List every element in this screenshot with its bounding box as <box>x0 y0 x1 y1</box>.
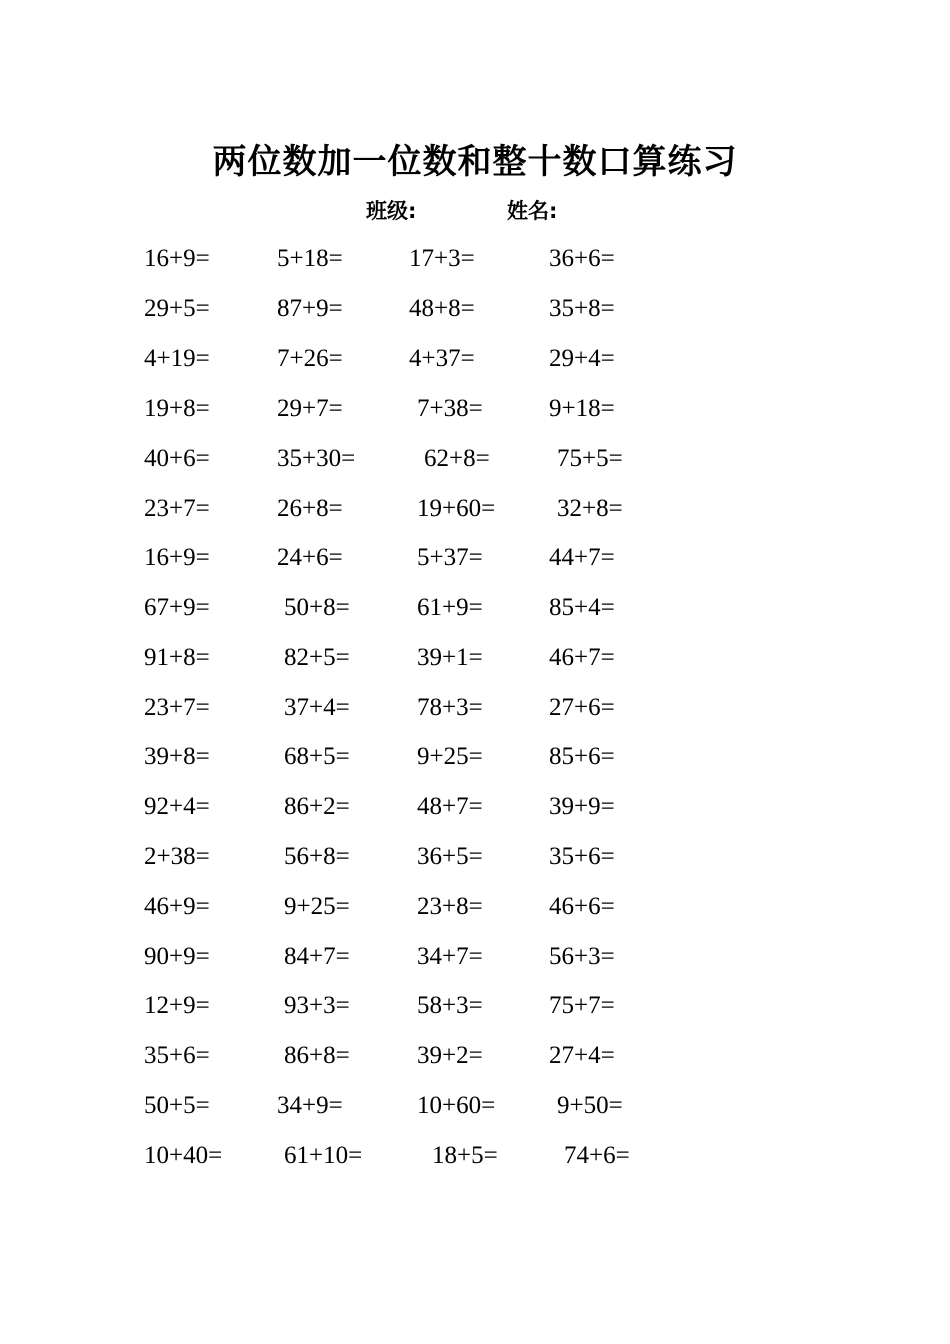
problem-r3-c3: 4+37= <box>409 345 475 372</box>
problem-r10-c2: 37+4= <box>284 694 350 721</box>
problem-r4-c2: 29+7= <box>277 395 343 422</box>
problem-r10-c3: 78+3= <box>417 694 483 721</box>
problem-r2-c1: 29+5= <box>144 295 210 322</box>
problem-r6-c4: 32+8= <box>557 495 623 522</box>
problem-r11-c1: 39+8= <box>144 743 210 770</box>
problem-r6-c3: 19+60= <box>417 495 496 522</box>
problem-r13-c2: 56+8= <box>284 843 350 870</box>
problem-r12-c3: 48+7= <box>417 793 483 820</box>
problem-r5-c2: 35+30= <box>277 445 356 472</box>
problem-r19-c3: 18+5= <box>432 1142 498 1169</box>
problem-r3-c4: 29+4= <box>549 345 615 372</box>
problem-r8-c4: 85+4= <box>549 594 615 621</box>
problem-r9-c4: 46+7= <box>549 644 615 671</box>
problem-r19-c4: 74+6= <box>564 1142 630 1169</box>
problem-r2-c3: 48+8= <box>409 295 475 322</box>
problem-r1-c1: 16+9= <box>144 245 210 272</box>
problem-r13-c3: 36+5= <box>417 843 483 870</box>
problem-r1-c3: 17+3= <box>409 245 475 272</box>
problem-r10-c4: 27+6= <box>549 694 615 721</box>
problem-r15-c2: 84+7= <box>284 943 350 970</box>
problem-r4-c1: 19+8= <box>144 395 210 422</box>
problem-r11-c3: 9+25= <box>417 743 483 770</box>
problem-r5-c3: 62+8= <box>424 445 490 472</box>
problem-r17-c4: 27+4= <box>549 1042 615 1069</box>
problem-r5-c1: 40+6= <box>144 445 210 472</box>
problem-r12-c4: 39+9= <box>549 793 615 820</box>
problem-r11-c4: 85+6= <box>549 743 615 770</box>
problem-r2-c2: 87+9= <box>277 295 343 322</box>
problem-r8-c2: 50+8= <box>284 594 350 621</box>
problem-r19-c2: 61+10= <box>284 1142 363 1169</box>
problem-r1-c2: 5+18= <box>277 245 343 272</box>
problem-r18-c2: 34+9= <box>277 1092 343 1119</box>
problem-r3-c2: 7+26= <box>277 345 343 372</box>
problem-r7-c2: 24+6= <box>277 544 343 571</box>
problem-r6-c2: 26+8= <box>277 495 343 522</box>
problem-r18-c4: 9+50= <box>557 1092 623 1119</box>
name-label: 姓名: <box>507 199 558 223</box>
problem-r18-c1: 50+5= <box>144 1092 210 1119</box>
problem-r12-c2: 86+2= <box>284 793 350 820</box>
problem-r9-c2: 82+5= <box>284 644 350 671</box>
problem-r19-c1: 10+40= <box>144 1142 223 1169</box>
problem-r14-c1: 46+9= <box>144 893 210 920</box>
problem-r15-c3: 34+7= <box>417 943 483 970</box>
problem-r4-c4: 9+18= <box>549 395 615 422</box>
problem-r14-c3: 23+8= <box>417 893 483 920</box>
problem-r16-c4: 75+7= <box>549 992 615 1019</box>
problem-r7-c3: 5+37= <box>417 544 483 571</box>
problem-r15-c1: 90+9= <box>144 943 210 970</box>
problem-r4-c3: 7+38= <box>417 395 483 422</box>
problem-r16-c3: 58+3= <box>417 992 483 1019</box>
problem-r6-c1: 23+7= <box>144 495 210 522</box>
problem-r12-c1: 92+4= <box>144 793 210 820</box>
problem-r1-c4: 36+6= <box>549 245 615 272</box>
problem-r16-c2: 93+3= <box>284 992 350 1019</box>
problem-r15-c4: 56+3= <box>549 943 615 970</box>
problem-r16-c1: 12+9= <box>144 992 210 1019</box>
problem-r2-c4: 35+8= <box>549 295 615 322</box>
problem-r14-c4: 46+6= <box>549 893 615 920</box>
problem-r5-c4: 75+5= <box>557 445 623 472</box>
problem-r7-c4: 44+7= <box>549 544 615 571</box>
problem-r7-c1: 16+9= <box>144 544 210 571</box>
problem-r8-c1: 67+9= <box>144 594 210 621</box>
problem-r14-c2: 9+25= <box>284 893 350 920</box>
problem-r9-c1: 91+8= <box>144 644 210 671</box>
problem-r11-c2: 68+5= <box>284 743 350 770</box>
problem-r17-c2: 86+8= <box>284 1042 350 1069</box>
problem-r13-c1: 2+38= <box>144 843 210 870</box>
problem-r17-c3: 39+2= <box>417 1042 483 1069</box>
class-label: 班级: <box>366 199 417 223</box>
problem-r17-c1: 35+6= <box>144 1042 210 1069</box>
page-title: 两位数加一位数和整十数口算练习 <box>212 142 738 182</box>
problem-r10-c1: 23+7= <box>144 694 210 721</box>
problem-r8-c3: 61+9= <box>417 594 483 621</box>
problem-r9-c3: 39+1= <box>417 644 483 671</box>
problem-r18-c3: 10+60= <box>417 1092 496 1119</box>
problem-r13-c4: 35+6= <box>549 843 615 870</box>
problem-r3-c1: 4+19= <box>144 345 210 372</box>
